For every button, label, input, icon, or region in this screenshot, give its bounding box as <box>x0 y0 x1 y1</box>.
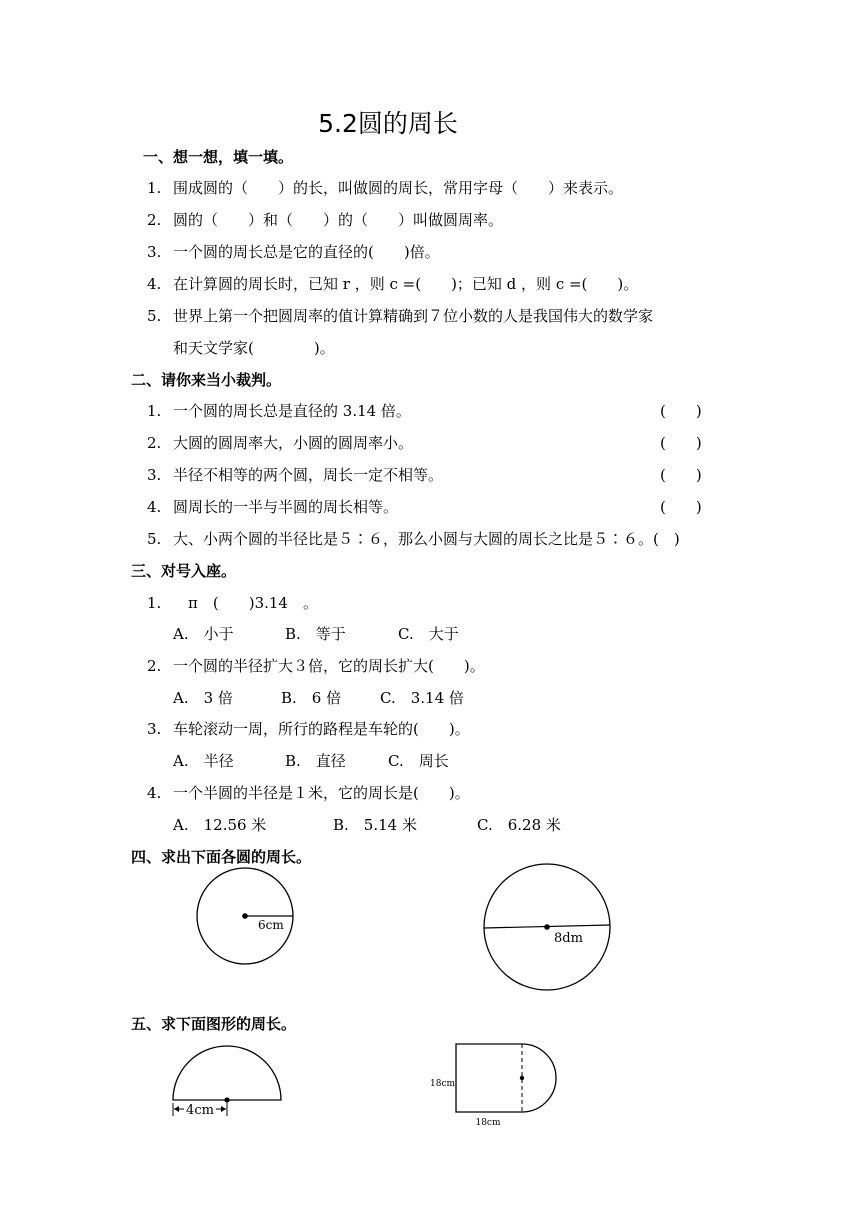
judge-item-5: 5. 大、小两个圆的半径比是５∶６，那么小圆与大圆的周长之比是５∶６。( ) <box>147 530 680 548</box>
center-dot <box>224 1097 229 1102</box>
semicircle-figure <box>166 1040 290 1122</box>
section-4-heading: 四、求出下面各圆的周长。 <box>131 848 312 866</box>
judge-item-4: 4. 圆周长的一半与半圆的周长相等。 <box>147 498 399 516</box>
arrowhead-right <box>221 1106 226 1112</box>
question-1-2: 2. 圆的（ ）和（ ）的（ ）叫做圆周率。 <box>147 211 504 229</box>
choice-3-option-a[interactable]: A. 半径 <box>173 752 234 770</box>
page-title: 5.2圆的周长 <box>318 109 458 138</box>
choice-3-option-b[interactable]: B. 直径 <box>285 752 346 770</box>
choice-2-option-a[interactable]: A. 3 倍 <box>173 689 233 707</box>
choice-2-option-b[interactable]: B. 6 倍 <box>281 689 342 707</box>
choice-3-option-c[interactable]: C. 周长 <box>388 752 449 770</box>
judge-answer-blank-1[interactable]: ( ) <box>660 402 702 420</box>
choice-question-2: 2. 一个圆的半径扩大３倍，它的周长扩大( )。 <box>147 657 485 675</box>
rectangle-semicircle-figure <box>424 1036 570 1132</box>
choice-question-3: 3. 车轮滚动一周，所行的路程是车轮的( )。 <box>147 720 470 738</box>
semicircle-shape <box>173 1046 281 1100</box>
choice-question-4: 4. 一个半圆的半径是１米，它的周长是( )。 <box>147 784 470 802</box>
section-1-heading: 一、想一想，填一填。 <box>143 148 294 166</box>
choice-1-option-b[interactable]: B. 等于 <box>285 625 346 643</box>
judge-item-2: 2. 大圆的圆周率大，小圆的圆周率小。 <box>147 434 414 452</box>
choice-1-option-c[interactable]: C. 大于 <box>398 625 459 643</box>
question-1-5-continued: 和天文学家( )。 <box>173 339 335 357</box>
judge-answer-blank-3[interactable]: ( ) <box>660 466 702 484</box>
question-1-4: 4. 在计算圆的周长时，已知 r ，则 c =( )；已知 d ，则 c =( )。 <box>147 275 639 293</box>
choice-4-option-c[interactable]: C. 6.28 米 <box>477 816 561 834</box>
judge-item-3: 3. 半径不相等的两个圆，周长一定不相等。 <box>147 466 444 484</box>
section-5-heading: 五、求下面图形的周长。 <box>131 1015 297 1033</box>
choice-question-1: 1. π ( )3.14 。 <box>147 594 318 612</box>
circle-figure-radius <box>190 866 300 972</box>
choice-1-option-a[interactable]: A. 小于 <box>173 625 234 643</box>
question-1-3: 3. 一个圆的周长总是它的直径的( )倍。 <box>147 243 440 261</box>
choice-2-option-c[interactable]: C. 3.14 倍 <box>380 689 464 707</box>
judge-item-1: 1. 一个圆的周长总是直径的 3.14 倍。 <box>147 402 411 420</box>
radius-label: 4cm <box>186 1103 214 1118</box>
composite-outline <box>456 1044 556 1112</box>
section-3-heading: 三、对号入座。 <box>131 562 237 580</box>
center-dot <box>520 1076 524 1080</box>
center-dot <box>242 913 248 919</box>
question-1-1: 1. 围成圆的（ ）的长，叫做圆的周长，常用字母（ ）来表示。 <box>147 179 624 197</box>
choice-4-option-a[interactable]: A. 12.56 米 <box>173 816 267 834</box>
center-dot <box>544 924 550 930</box>
section-2-heading: 二、请你来当小裁判。 <box>131 371 282 389</box>
side-length-label: 18cm <box>430 1079 456 1089</box>
judge-answer-blank-4[interactable]: ( ) <box>660 498 702 516</box>
judge-answer-blank-2[interactable]: ( ) <box>660 434 702 452</box>
circle-figure-diameter <box>476 862 616 994</box>
arrowhead-left <box>174 1106 179 1112</box>
diameter-label: 8dm <box>554 931 583 946</box>
question-1-5: 5. 世界上第一个把圆周率的值计算精确到７位小数的人是我国伟大的数学家 <box>147 307 654 325</box>
bottom-length-label: 18cm <box>475 1118 501 1128</box>
radius-label: 6cm <box>258 918 284 932</box>
choice-4-option-b[interactable]: B. 5.14 米 <box>333 816 417 834</box>
